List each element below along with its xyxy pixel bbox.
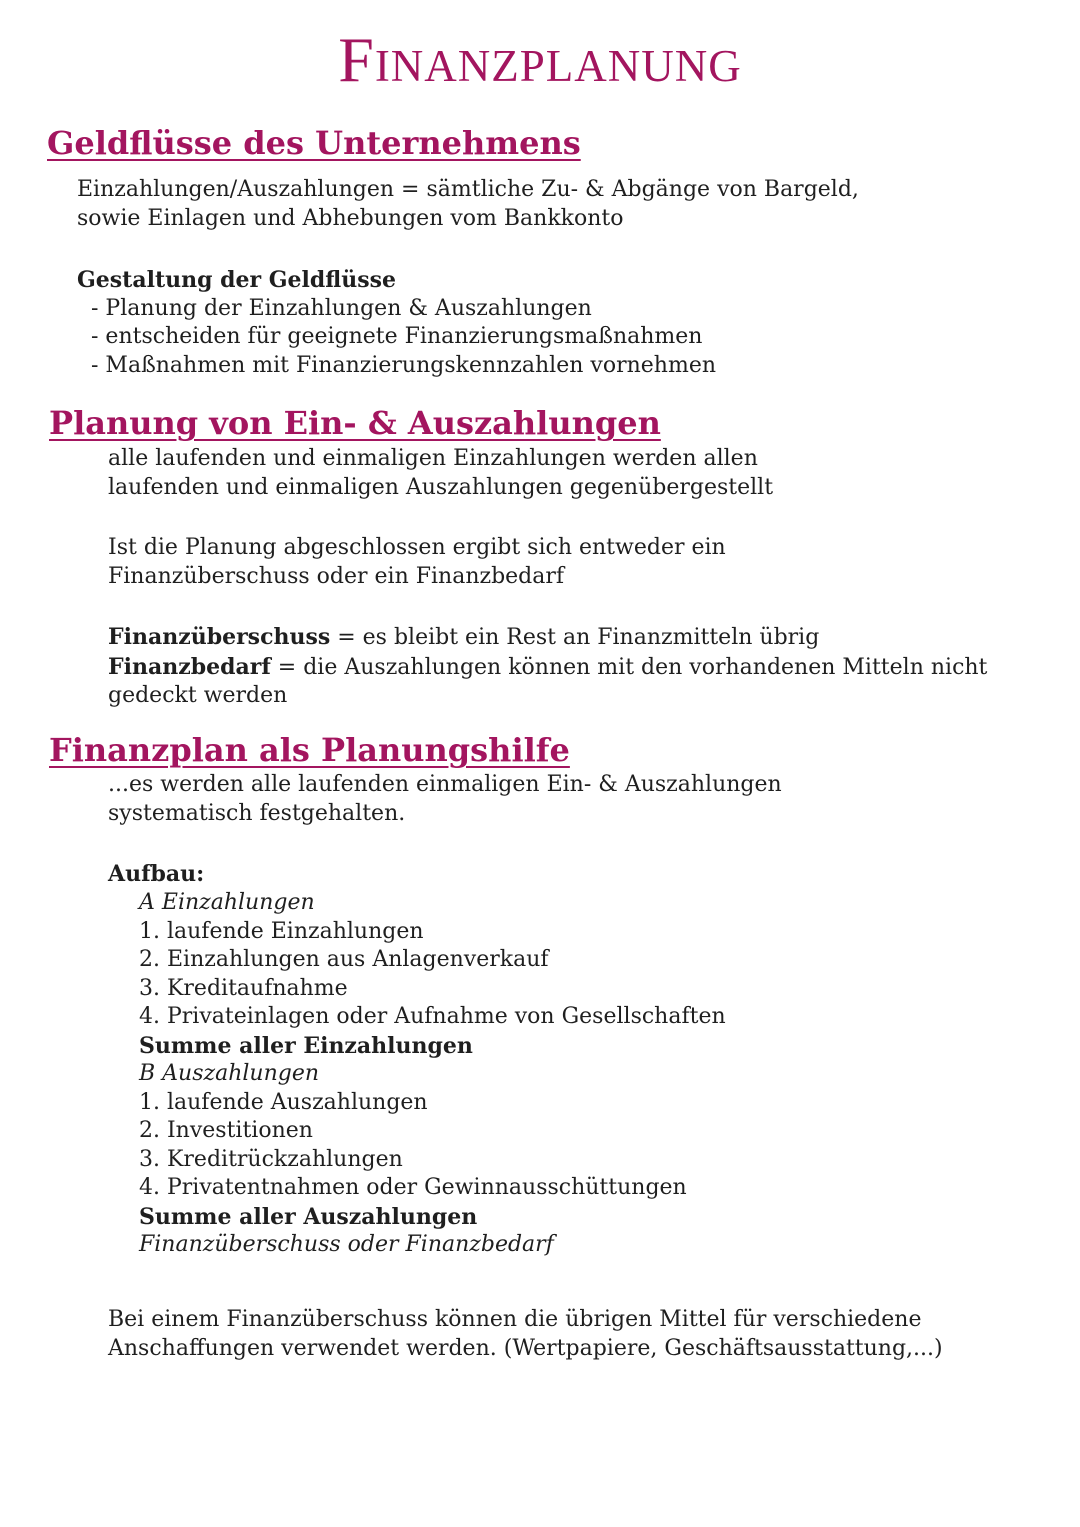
- list-item: 1. laufende Einzahlungen: [139, 918, 424, 944]
- text-line: laufenden und einmaligen Auszahlungen gegenübergestellt: [108, 474, 774, 500]
- definition-bedarf: [108, 653, 987, 683]
- heading-geldfluesse: Geldflüsse des Unternehmens: [47, 124, 581, 162]
- text-line: Anschaffungen verwendet werden. (Wertpapiere, Geschäftsausstattung,...): [108, 1335, 943, 1361]
- definitions-block: [108, 623, 987, 711]
- definition-ueberschuss: [108, 623, 987, 653]
- heading-planung: Planung von Ein- & Auszahlungen: [49, 404, 661, 442]
- page-title: Finanzplanung: [338, 24, 742, 95]
- planung-paragraph-1: [108, 445, 773, 502]
- text-line: Ist die Planung abgeschlossen ergibt sich entweder ein: [108, 535, 726, 560]
- group-b-heading: B Auszahlungen: [139, 1061, 320, 1086]
- list-item: 3. Kreditaufnahme: [139, 975, 348, 1001]
- list-item: - Planung der Einzahlungen & Auszahlungen: [91, 295, 592, 321]
- text-line: systematisch festgehalten.: [108, 800, 406, 826]
- def-bedarf: = die Auszahlungen können mit den vorhandenen Mitteln nicht: [270, 654, 988, 680]
- group-a-heading: A Einzahlungen: [139, 890, 315, 915]
- list-item: - Maßnahmen mit Finanzierungskennzahlen vornehmen: [91, 352, 717, 378]
- heading-finanzplan: Finanzplan als Planungshilfe: [49, 731, 570, 769]
- text-line: Einzahlungen/Auszahlungen = sämtliche Zu- & Abgänge von Bargeld,: [77, 177, 859, 202]
- aufbau-list: [139, 889, 726, 1260]
- text-line: Finanzüberschuss oder ein Finanzbedarf: [108, 563, 565, 589]
- subheading-gestaltung: Gestaltung der Geldflüsse: [77, 267, 397, 293]
- list-item: 1. laufende Auszahlungen: [139, 1089, 428, 1115]
- text-line: ...es werden alle laufenden einmaligen Ein- & Auszahlungen: [108, 772, 782, 797]
- gestaltung-block: [77, 266, 716, 380]
- closing-paragraph: [108, 1306, 943, 1363]
- sum-einzahlungen: Summe aller Einzahlungen: [139, 1032, 473, 1059]
- list-item: 2. Einzahlungen aus Anlagenverkauf: [139, 947, 549, 972]
- sum-auszahlungen: Summe aller Auszahlungen: [139, 1203, 478, 1230]
- text-line: gedeckt werden: [108, 683, 288, 708]
- term-ueberschuss: Finanzüberschuss: [108, 624, 331, 650]
- list-item: 4. Privatentnahmen oder Gewinnausschüttungen: [139, 1175, 687, 1200]
- text-line: sowie Einlagen und Abhebungen vom Bankkonto: [77, 205, 624, 231]
- list-item: - entscheiden für geeignete Finanzierungsmaßnahmen: [91, 324, 703, 349]
- text-line: Bei einem Finanzüberschuss können die übrigen Mittel für verschiedene: [108, 1307, 922, 1332]
- term-bedarf: Finanzbedarf: [108, 653, 271, 680]
- text-line: alle laufenden und einmaligen Einzahlungen werden allen: [108, 446, 758, 471]
- list-item: 4. Privateinlagen oder Aufnahme von Gesellschaften: [139, 1004, 726, 1029]
- list-item: 2. Investitionen: [139, 1118, 313, 1143]
- aufbau-label: [108, 860, 204, 889]
- finanzplan-paragraph: [108, 771, 782, 828]
- def-ueberschuss: = es bleibt ein Rest an Finanzmitteln übrig: [330, 625, 820, 650]
- aufbau-heading: Aufbau:: [108, 861, 205, 887]
- result-line: Finanzüberschuss oder Finanzbedarf: [139, 1232, 554, 1257]
- list-item: 3. Kreditrückzahlungen: [139, 1146, 403, 1172]
- planung-paragraph-2: [108, 534, 726, 591]
- definition-einzahlungen: [77, 176, 859, 233]
